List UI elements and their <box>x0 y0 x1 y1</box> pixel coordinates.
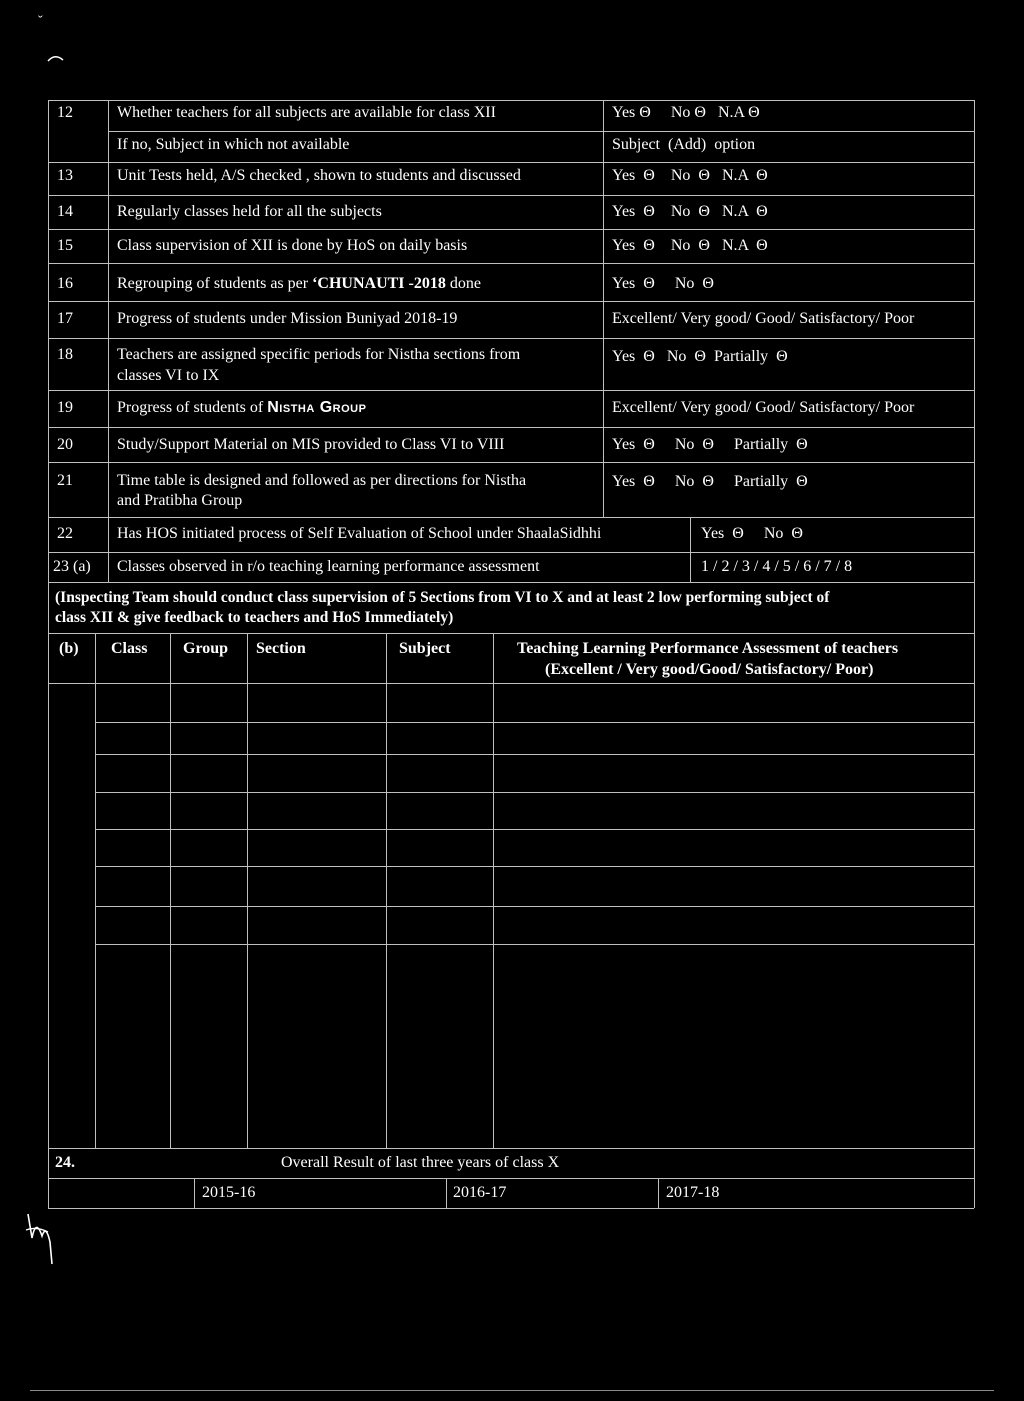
row-13-question: Unit Tests held, A/S checked , shown to students and discussed <box>117 167 521 184</box>
row-18-number: 18 <box>57 346 73 363</box>
row-12-subquestion: If no, Subject in which not available <box>117 136 350 153</box>
row-18-question-line1: Teachers are assigned specific periods for Nistha sections from <box>117 346 521 363</box>
observation-label: (b) <box>59 640 79 657</box>
row-18-question-line2: classes VI to IX <box>117 367 220 384</box>
row-22-question: Has HOS initiated process of Self Evaluation of School under ShaalaSidhhi <box>117 525 602 542</box>
row-16-chunauti: ‘CHUNAUTI -2018 <box>312 275 446 292</box>
row-19-question <box>117 399 366 417</box>
row-20-number: 20 <box>57 436 73 453</box>
row-15-question: Class supervision of XII is done by HoS on daily basis <box>117 237 468 254</box>
row-19-question-text: Progress of students of <box>117 399 268 416</box>
row-15-options[interactable]: Yes Θ No Θ N.A Θ <box>612 237 768 254</box>
row-17-question: Progress of students under Mission Buniyad 2018-19 <box>117 310 458 327</box>
row-21-question-line1: Time table is designed and followed as per directions for Nistha <box>117 472 527 489</box>
result-year-2: 2016-17 <box>453 1184 507 1201</box>
row-19-number: 19 <box>57 399 73 416</box>
row-14-question: Regularly classes held for all the subjects <box>117 203 382 220</box>
row-12-question: Whether teachers for all subjects are available for class XII <box>117 104 496 121</box>
row-15-number: 15 <box>57 237 73 254</box>
row-18-options[interactable]: Yes Θ No Θ Partially Θ <box>612 348 788 365</box>
header-group: Group <box>183 640 229 657</box>
row-14-number: 14 <box>57 203 73 220</box>
row-21-number: 21 <box>57 472 73 489</box>
row-19-options[interactable]: Excellent/ Very good/ Good/ Satisfactory/ Poor <box>612 399 915 416</box>
row-17-number: 17 <box>57 310 73 327</box>
supervision-note-line2: class XII & give feedback to teachers and HoS Immediately) <box>55 609 454 626</box>
row-16-question-text: Regrouping of students as per <box>117 275 313 292</box>
result-number: 24. <box>55 1154 75 1171</box>
result-year-3: 2017-18 <box>666 1184 720 1201</box>
row-16-question <box>117 275 481 293</box>
row-16-question-end: done <box>445 275 481 292</box>
signature-mark <box>22 1208 62 1268</box>
row-21-question-line2: and Pratibha Group <box>117 492 243 509</box>
row-20-options[interactable]: Yes Θ No Θ Partially Θ <box>612 436 808 453</box>
page-bottom-rule <box>30 1390 994 1391</box>
scan-mark-arc <box>46 52 66 64</box>
row-12-number: 12 <box>57 104 73 121</box>
row-23-options[interactable]: 1 / 2 / 3 / 4 / 5 / 6 / 7 / 8 <box>701 558 853 575</box>
supervision-note-line1: (Inspecting Team should conduct class supervision of 5 Sections from VI to X and at least 2 low performing subject of <box>55 589 830 606</box>
row-22-options[interactable]: Yes Θ No Θ <box>701 525 803 542</box>
result-year-1: 2015-16 <box>202 1184 256 1201</box>
header-assessment-title: Teaching Learning Performance Assessment of teachers <box>517 640 899 657</box>
row-13-number: 13 <box>57 167 73 184</box>
scan-mark: ˇ <box>38 14 43 29</box>
row-20-question: Study/Support Material on MIS provided to Class VI to VIII <box>117 436 505 453</box>
row-12-options[interactable]: Yes Θ No Θ N.A Θ <box>612 104 760 121</box>
result-title: Overall Result of last three years of class X <box>281 1154 560 1171</box>
header-class: Class <box>111 640 148 657</box>
row-23-number: 23 (a) <box>53 558 91 575</box>
header-section: Section <box>256 640 306 657</box>
row-14-options[interactable]: Yes Θ No Θ N.A Θ <box>612 203 768 220</box>
row-19-nistha-group: Nistha Group <box>267 399 367 416</box>
row-16-number: 16 <box>57 275 73 292</box>
row-13-options[interactable]: Yes Θ No Θ N.A Θ <box>612 167 768 184</box>
row-12-subject-option[interactable]: Subject (Add) option <box>612 136 756 153</box>
header-assessment-scale: (Excellent / Very good/Good/ Satisfactory/ Poor) <box>545 661 874 678</box>
row-23-question: Classes observed in r/o teaching learning performance assessment <box>117 558 540 575</box>
row-21-options[interactable]: Yes Θ No Θ Partially Θ <box>612 473 808 490</box>
row-16-options[interactable]: Yes Θ No Θ <box>612 275 714 292</box>
row-17-options[interactable]: Excellent/ Very good/ Good/ Satisfactory/ Poor <box>612 310 915 327</box>
row-22-number: 22 <box>57 525 73 542</box>
header-subject: Subject <box>399 640 451 657</box>
